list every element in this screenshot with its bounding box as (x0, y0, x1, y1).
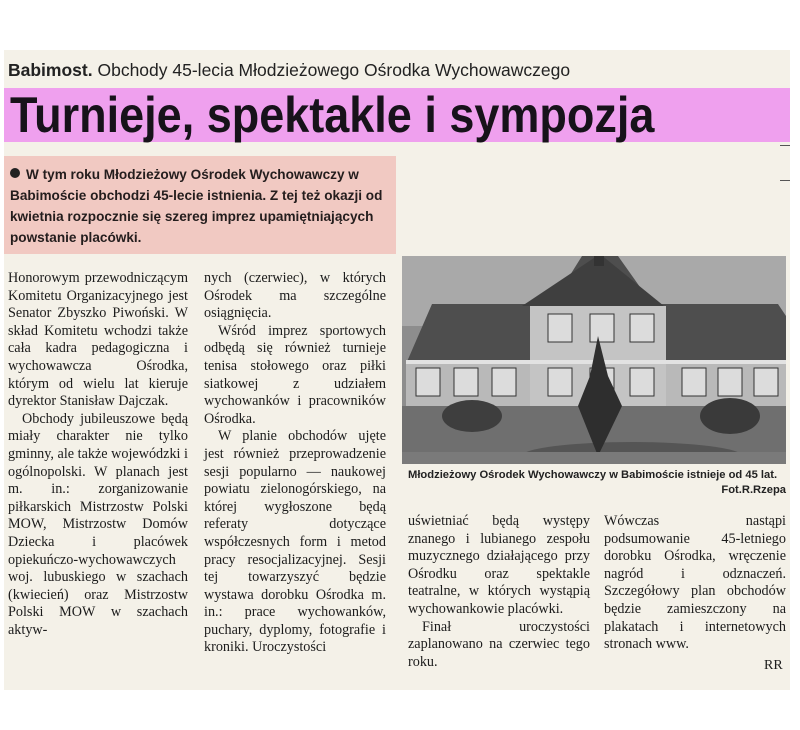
paragraph: Finał uroczystości zaplanowano na czerwiec tego roku. (408, 618, 590, 670)
text-column-3 (408, 513, 590, 671)
bullet-icon (10, 168, 20, 178)
lead-paragraph (10, 164, 394, 248)
author-signature: RR (764, 658, 783, 673)
building-photo (402, 256, 786, 464)
edge-mark (780, 145, 790, 146)
paragraph: uświetniać będą występy znanego i lubianego zespołu muzycznego działającego przy Ośrodku oraz spektakle teatralne, w których wystąpią wychowankowie placówki. (408, 513, 590, 617)
edge-mark (780, 180, 790, 181)
building-illustration (402, 256, 786, 464)
text-column-1 (8, 270, 188, 639)
text-column-4 (604, 513, 786, 654)
paragraph: nych (czerwiec), w których Ośrodek ma szczególne osiągnięcia. (204, 270, 386, 322)
kicker-text: Obchody 45-lecia Młodzieżowego Ośrodka Wychowawczego (97, 60, 571, 80)
photo-credit: Fot.R.Rzepa (721, 484, 786, 496)
paragraph: Wówczas nastąpi podsumowanie 45-letniego dorobku Ośrodka, wręczenie nagród i odznaczeń. Szczegółowy plan obchodów będzie zamieszczony na plakatach i internetowych stronach www. (604, 513, 786, 653)
lead-text: W tym roku Młodzieżowy Ośrodek Wychowawczy w Babimoście obchodzi 45-lecie istnienia. Z tej też okazji od kwietnia rozpocznie się szereg imprez upamiętniających powstanie placówki. (10, 167, 383, 245)
paragraph: Wśród imprez sportowych odbędą się również turnieje tenisa stołowego oraz piłki siatkowej z udziałem wychowanków i pracowników Ośrodka. (204, 322, 386, 427)
paragraph: Obchody jubileuszowe będą miały charakter nie tylko gminny, ale także wojewódzki i ogólnopolski. W planach jest m. in.: zorganizowanie piłkarskich Mistrzostw Polski MOW, Mistrzostw Domów Dziecka i placówek opiekuńczo-wychowawczych woj. lubuskiego w szachach (kwiecień) oraz Mistrzostw Polski MOW w szachach aktyw- (8, 410, 188, 638)
headline: Turnieje, spektakle i sympozja (10, 86, 655, 144)
photo-caption (408, 468, 786, 498)
text-column-2 (204, 270, 386, 657)
paragraph: W planie obchodów ujęte jest również przeprowadzenie sesji popularno — naukowej powiatu zielonogórskiego, na której wygłoszone będą referaty dotyczące współczesnych form i metod pracy resocjalizacyjnej. Sesji tej towarzyszyć będzie wystawa dorobku Ośrodka m. in.: prace wychowanków, puchary, dyplomy, fotografie i kroniki. Uroczystości (204, 428, 386, 656)
paragraph: Honorowym przewodniczącym Komitetu Organizacyjnego jest Senator Zbyszko Piwoński. W skład Komitetu wchodzi także cała kadra pedagogiczna i wychowawcza Ośrodka, którym od wielu lat kieruje dyrektor Stanisław Dajczak. (8, 270, 188, 410)
newspaper-clipping (4, 50, 790, 690)
kicker-line (8, 60, 570, 81)
caption-text: Młodzieżowy Ośrodek Wychowawczy w Babimoście istnieje od 45 lat. (408, 469, 778, 481)
kicker-place: Babimost. (8, 60, 93, 80)
